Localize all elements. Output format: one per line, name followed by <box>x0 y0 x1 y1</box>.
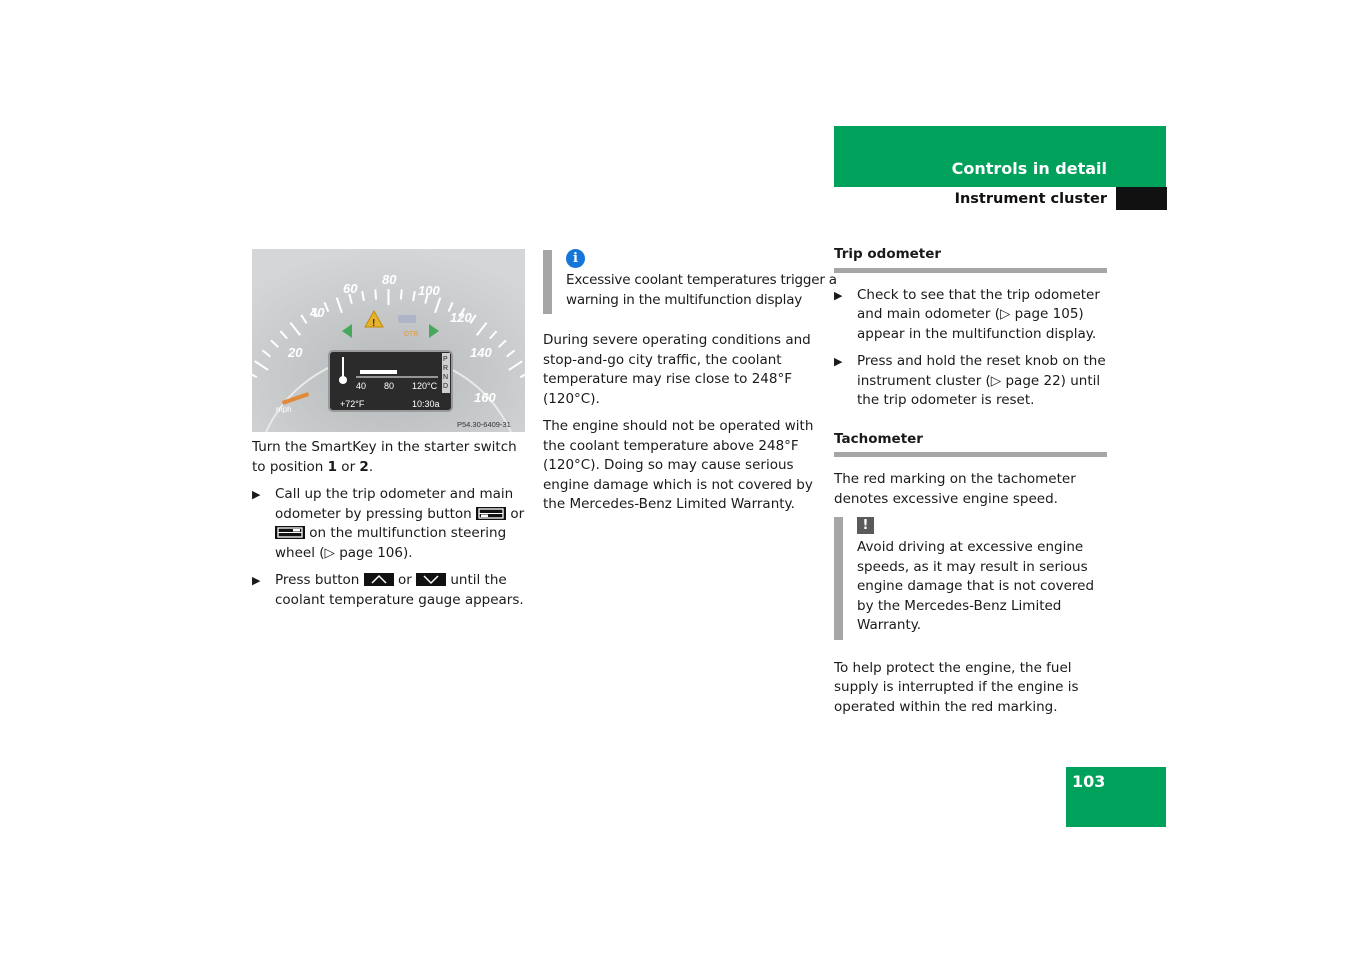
warning-note <box>834 517 1107 640</box>
page-number-box <box>1066 767 1166 827</box>
svg-text:+72°F: +72°F <box>340 399 365 409</box>
bullet-arrow-icon: ▶ <box>252 488 261 501</box>
info-note <box>543 249 838 310</box>
bullet-arrow-icon: ▶ <box>834 355 843 368</box>
svg-text:D: D <box>443 383 449 390</box>
svg-text:120°C: 120°C <box>412 381 438 391</box>
bullet-arrow-icon: ▶ <box>834 288 843 302</box>
speed-label-120: 120 <box>450 310 472 325</box>
info-note-text: Excessive coolant temperatures trigger a warning in the multifunction display <box>566 272 837 308</box>
speed-label-140: 140 <box>470 345 492 360</box>
speed-label-40: 40 <box>310 305 325 320</box>
instrument-cluster-image <box>252 249 525 432</box>
section-subtitle: Instrument cluster <box>954 191 1107 207</box>
middle-column <box>543 331 821 523</box>
warning-icon: ! <box>857 517 874 534</box>
arrow-up-button-icon <box>364 573 394 586</box>
coolant-paragraph-2: The engine should not be operated with the coolant temperature above 248°F (120°C). Doing so may cause serious engine damage which is not covered by the Mercedes-Benz Limited Warranty. <box>543 418 814 512</box>
svg-text:10:30a: 10:30a <box>412 399 440 409</box>
svg-text:40: 40 <box>356 381 367 391</box>
distronic-icon <box>398 315 416 323</box>
warning-note-bar <box>834 517 843 640</box>
left-column <box>252 438 528 618</box>
intro-paragraph: Turn the SmartKey in the starter switch to position 1 or 2. <box>252 439 517 475</box>
bullet-reset-knob: ▶ Press and hold the reset knob on the instrument cluster (▷ page 22) until the trip odometer is reset. <box>834 353 1106 408</box>
section-title: Controls in detail <box>951 159 1107 178</box>
distronic-label: DTR <box>404 331 419 338</box>
svg-text:80: 80 <box>384 381 395 391</box>
display-button-icon <box>476 507 506 520</box>
svg-text:N: N <box>443 374 449 381</box>
speed-label-20: 20 <box>288 345 303 360</box>
coolant-paragraph-1: During severe operating conditions and stop-and-go city traffic, the coolant temperature may rise close to 248°F (120°C). <box>543 332 811 407</box>
tachometer-paragraph: The red marking on the tachometer denotes excessive engine speed. <box>834 471 1076 507</box>
info-icon: i <box>566 249 585 268</box>
speed-label-160: 160 <box>474 390 496 405</box>
unit-label: mph <box>276 405 292 414</box>
warning-note-text: Avoid driving at excessive engine speeds, as it may result in serious engine damage that is not covered by the Mercedes-Benz Limited Warranty. <box>857 539 1095 633</box>
trip-odometer-heading: Trip odometer <box>834 245 1107 273</box>
svg-text:P: P <box>443 356 448 363</box>
svg-text:!: ! <box>372 318 376 329</box>
page-number: 103 <box>1072 772 1106 791</box>
speed-label-100: 100 <box>418 283 440 298</box>
subtitle-marker <box>1116 187 1167 210</box>
bullet-call-up-odometer: ▶ Call up the trip odometer and main odometer by pressing button or on the multifunction steering wheel (▷ page 106). <box>252 486 525 561</box>
svg-text:R: R <box>443 365 449 372</box>
tachometer-heading: Tachometer <box>834 430 1107 458</box>
fuel-supply-paragraph: To help protect the engine, the fuel supply is interrupted if the engine is operated within the red marking. <box>834 659 1079 715</box>
speed-label-80: 80 <box>382 272 397 287</box>
image-code: P54.30-6409-31 <box>457 420 511 429</box>
speed-tick <box>375 290 376 300</box>
speed-label-60: 60 <box>343 281 358 296</box>
arrow-down-button-icon <box>416 573 446 586</box>
bullet-press-button: ▶ Press button or until the coolant temperature gauge appears. <box>252 572 524 608</box>
bullet-check-odometer: ▶ Check to see that the trip odometer and main odometer (▷ page 105) appear in the multifunction display. <box>834 286 1100 342</box>
display-button-alt-icon <box>275 526 305 539</box>
bullet-arrow-icon: ▶ <box>252 574 261 587</box>
speedometer-illustration <box>252 249 525 432</box>
right-column <box>834 245 1107 725</box>
info-note-bar <box>543 250 552 314</box>
speed-tick <box>401 290 402 300</box>
